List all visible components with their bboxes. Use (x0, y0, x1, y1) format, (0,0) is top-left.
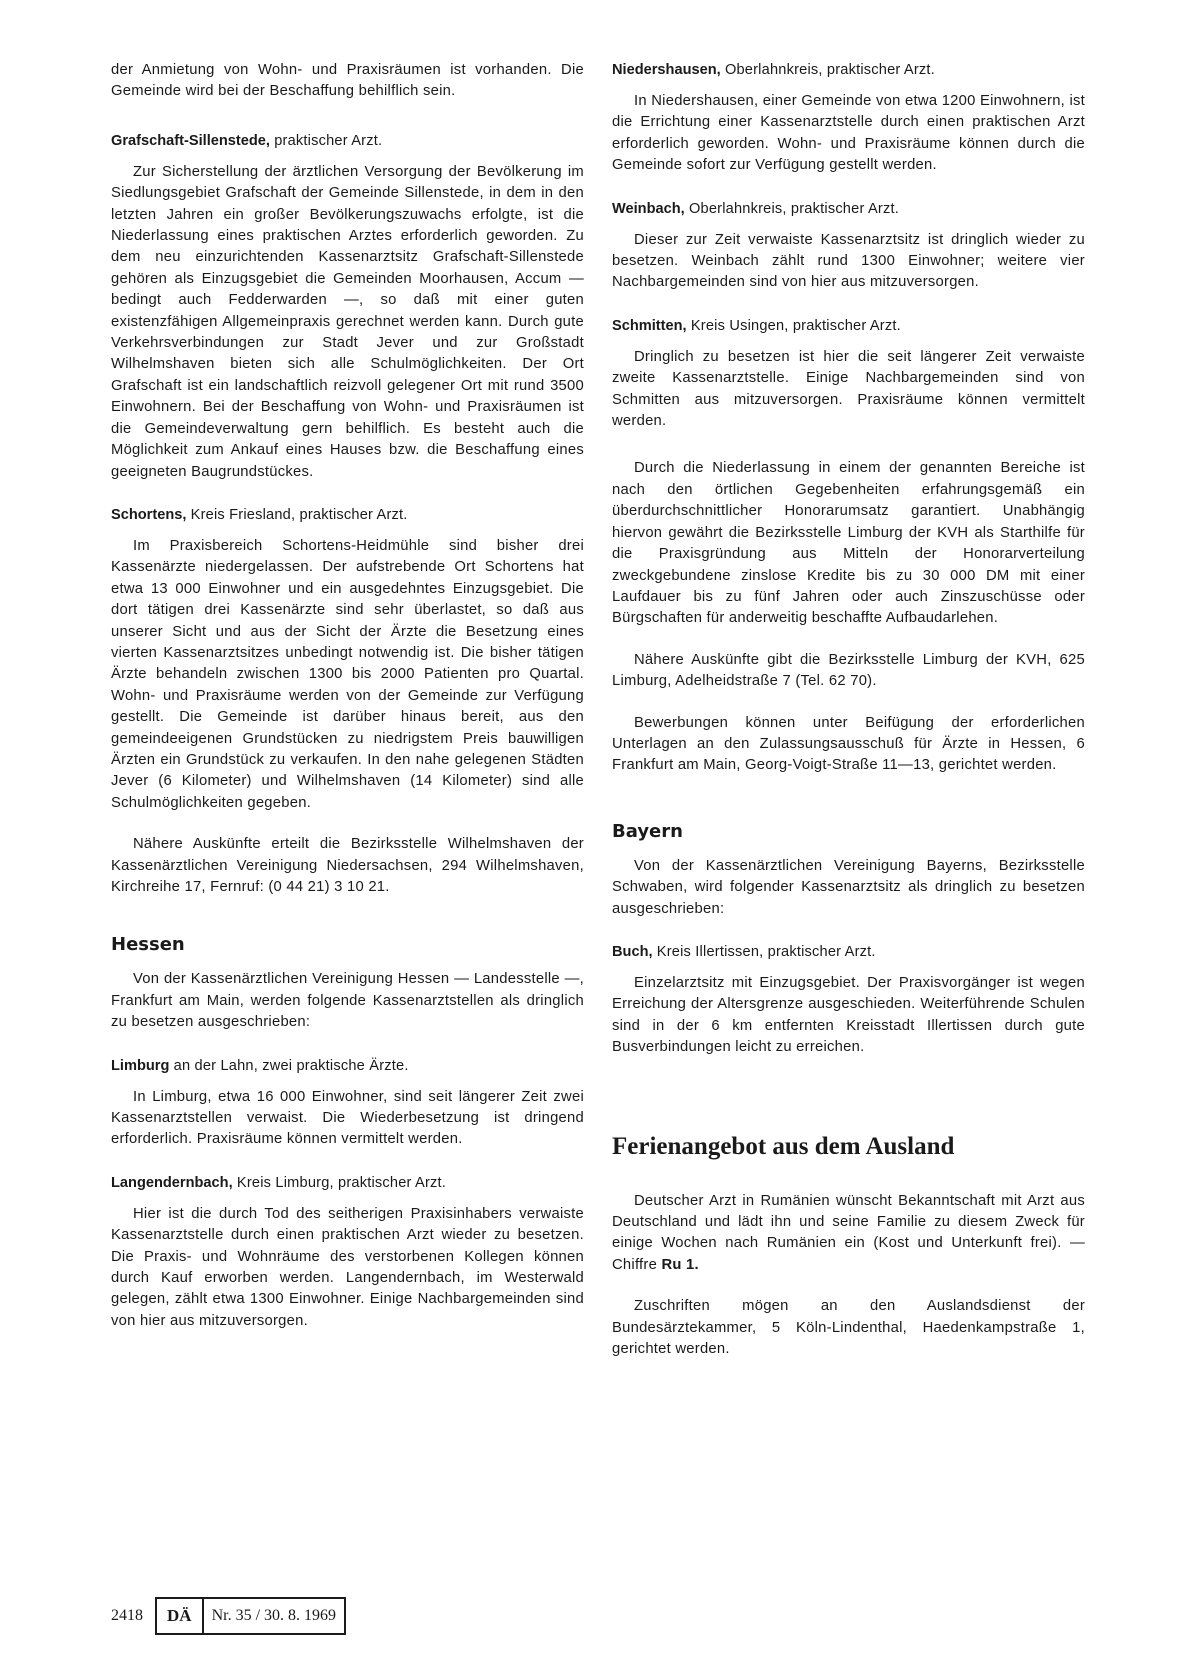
entry-heading-langendernbach: Langendernbach, Kreis Limburg, praktischer Arzt. (111, 1174, 447, 1191)
continuation-paragraph: der Anmietung von Wohn- und Praxisräumen ist vorhanden. Die Gemeinde wird bei der Beschaffung behilflich sein. (111, 62, 584, 100)
entry-heading-weinbach: Weinbach, Oberlahnkreis, praktischer Arzt. (612, 200, 899, 217)
ferien-contact-paragraph: Zuschriften mögen an den Auslandsdienst der Bundesärztekammer, 5 Köln-Lindenthal, Haedenkampstraße 1, gerichtet werden. (612, 1298, 1085, 1358)
entry-text-langendernbach: Hier ist die durch Tod des seitherigen Praxisinhabers verwaiste Kassenarztstelle durch einen praktischen Arzt wieder zu besetzen. Die Praxis- und Wohnräume des verstorbenen Kollegen können durch Kauf erworben werden. Langendernbach, im Westerwald gelegen, zählt etwa 1300 Einwohner. Einige Nachbargemeinden sind von hier aus mitzuversorgen. (111, 1205, 584, 1329)
entry-heading-limburg: Limburg an der Lahn, zwei praktische Ärzte. (111, 1057, 409, 1074)
entry-text-grafschaft: Zur Sicherstellung der ärztlichen Versorgung der Bevölkerung im Siedlungsgebiet Grafschaft der Gemeinde Sillenstede, in dem in den letzten Jahren ein großer Bevölkerungszuwachs erfolgte, ist die Niederlassung eines praktischen Arztes erforderlich geworden. Zu dem neu einzurichtenden Kassenarztsitz Grafschaft-Sillenstede gehören als Einzugsgebiet die Gemeinden Moorhausen, Accum — bedingt auch Fedderwarden —, so daß mit einer guten existenzfähigen Allgemeinpraxis gerechnet werden kann. Durch gute Verkehrsverbindungen zur Stadt Jever und zur Großstadt Wilhelmshaven bieten sich alle Schulmöglichkeiten. Der Ort Grafschaft ist ein landschaftlich reizvoll gelegener Ort mit rund 3500 Einwohnern. Bei der Beschaffung von Wohn- und Praxisräumen ist die Gemeindeverwaltung gern behilflich. Es besteht auch die Möglichkeit zum Ankauf eines Hauses bzw. die Beschaffung eines geeigneten Baugrundstückes. (111, 163, 584, 480)
section-heading-ferienangebot: Ferienangebot aus dem Ausland (612, 1132, 955, 1160)
entry-heading-schmitten: Schmitten, Kreis Usingen, praktischer Arzt. (612, 317, 901, 334)
issue-label: Nr. 35 / 30. 8. 1969 (211, 1607, 337, 1624)
page-number: 2418 (111, 1607, 143, 1624)
entry-text-schortens: Im Praxisbereich Schortens-Heidmühle sind bisher drei Kassenärzte niedergelassen. Der aufstrebende Ort Schortens hat etwa 13 000 Einwohner und ein ausgedehntes Einzugsgebiet. Die dort tätigen drei Kassenärzte sind sehr überlastet, so daß aus unserer Sicht und aus der Sicht der Ärzte die Besetzung eines vierten Kassenarztsitzes unbedingt notwendig ist. Die bisher tätigen Ärzte behandeln zwischen 1300 bis 2000 Patienten pro Quartal. Wohn- und Praxisräume werden von der Gemeinde zur Verfügung gestellt. Die Gemeinde ist darüber hinaus bereit, aus den gemeindeeigenen Grundstücken zu niedrigstem Preis bauwilligen Ärzten ein Grundstück zu verkaufen. In den nahe gelegenen Städten Jever (6 Kilometer) und Wilhelmshaven (14 Kilometer) sind alle Schulmöglichkeiten gegeben. (111, 537, 584, 811)
application-paragraph: Bewerbungen können unter Beifügung der erforderlichen Unterlagen an den Zulassungsausschuß für Ärzte in Hessen, 6 Frankfurt am Main, Georg-Voigt-Straße 11—13, gerichtet werden. (612, 714, 1085, 774)
info-paragraph-limburg: Nähere Auskünfte gibt die Bezirksstelle Limburg der KVH, 625 Limburg, Adelheidstraße 7 (Tel. 62 70). (612, 651, 1085, 690)
entry-text-weinbach: Dieser zur Zeit verwaiste Kassenarztsitz ist dringlich wieder zu besetzen. Weinbach zählt rund 1300 Einwohner; weitere vier Nachbargemeinden sind von hier aus mitzuversorgen. (612, 231, 1085, 291)
bayern-intro: Von der Kassenärztlichen Vereinigung Bayerns, Bezirksstelle Schwaben, wird folgender Kassenarztsitz als dringlich zu besetzen ausgeschrieben: (612, 857, 1085, 917)
section-heading-bayern: Bayern (612, 820, 683, 842)
entry-heading-buch: Buch, Kreis Illertissen, praktischer Arzt. (612, 943, 876, 960)
entry-text-niedershausen: In Niedershausen, einer Gemeinde von etwa 1200 Einwohnern, ist die Errichtung einer Kassenarztstelle durch einen praktischen Arzt erforderlich geworden. Wohn- und Praxisräume können durch die Gemeinde sofort zur Verfügung gestellt werden. (612, 93, 1085, 174)
section-heading-hessen: Hessen (111, 934, 185, 956)
hessen-intro: Von der Kassenärztlichen Vereinigung Hessen — Landesstelle —, Frankfurt am Main, werden folgende Kassenarztstellen als dringlich zu besetzen ausgeschrieben: (111, 971, 584, 1031)
page-footer (111, 1597, 346, 1635)
entry-text-limburg: In Limburg, etwa 16 000 Einwohner, sind seit längerer Zeit zwei Kassenarztstellen verwaist. Die Wiederbesetzung ist dringend erforderlich. Praxisräume können vermittelt werden. (111, 1088, 584, 1148)
chiffre-code: Ru 1. (661, 1256, 699, 1273)
journal-box (155, 1597, 346, 1635)
entry-heading-grafschaft: Grafschaft-Sillenstede, praktischer Arzt. (111, 132, 383, 149)
entry-heading-niedershausen: Niedershausen, Oberlahnkreis, praktischer Arzt. (612, 62, 935, 78)
left-column (111, 60, 584, 1332)
right-column (612, 60, 1085, 1360)
support-paragraph: Durch die Niederlassung in einem der genannten Bereiche ist nach den örtlichen Gegebenheiten erfahrungsgemäß ein überdurchschnittlicher Honorarumsatz garantiert. Unabhängig hiervon gewährt die Bezirksstelle Limburg der KVH als Starthilfe für die Praxisgründung aus Mitteln der Honorarverteilung zweckgebundene zinslose Kredite bis zu 30 000 DM mit einer Laufdauer bis zu fünf Jahren oder auch Zinszuschüsse oder Bürgschaften für anderweitig beschaffte Aufbaudarlehen. (612, 460, 1085, 627)
entry-text-schmitten: Dringlich zu besetzen ist hier die seit längerer Zeit verwaiste zweite Kassenarztstelle. Einige Nachbargemeinden sind von Schmitten aus mitzuversorgen. Praxisräume können vermittelt werden. (612, 348, 1085, 430)
entry-heading-schortens: Schortens, Kreis Friesland, praktischer Arzt. (111, 506, 408, 523)
entry-text-buch: Einzelarztsitz mit Einzugsgebiet. Der Praxisvorgänger ist wegen Erreichung der Altersgrenze ausgeschieden. Weiterführende Schulen sind in der 6 km entfernten Kreisstadt Illertissen durch gute Busverbindungen leicht zu erreichen. (612, 974, 1085, 1056)
info-paragraph-wilhelmshaven: Nähere Auskünfte erteilt die Bezirksstelle Wilhelmshaven der Kassenärztlichen Vereinigung Niedersachsen, 294 Wilhelmshaven, Kirchreihe 17, Fernruf: (0 44 21) 3 10 21. (111, 836, 584, 895)
journal-logo: DÄ (157, 1599, 204, 1633)
ferien-paragraph: Deutscher Arzt in Rumänien wünscht Bekanntschaft mit Arzt aus Deutschland und lädt ihn und seine Familie zu diesem Zweck für einige Wochen nach Rumänien ein (Kost und Unterkunft frei). — Chiffre Ru 1. (612, 1192, 1085, 1273)
